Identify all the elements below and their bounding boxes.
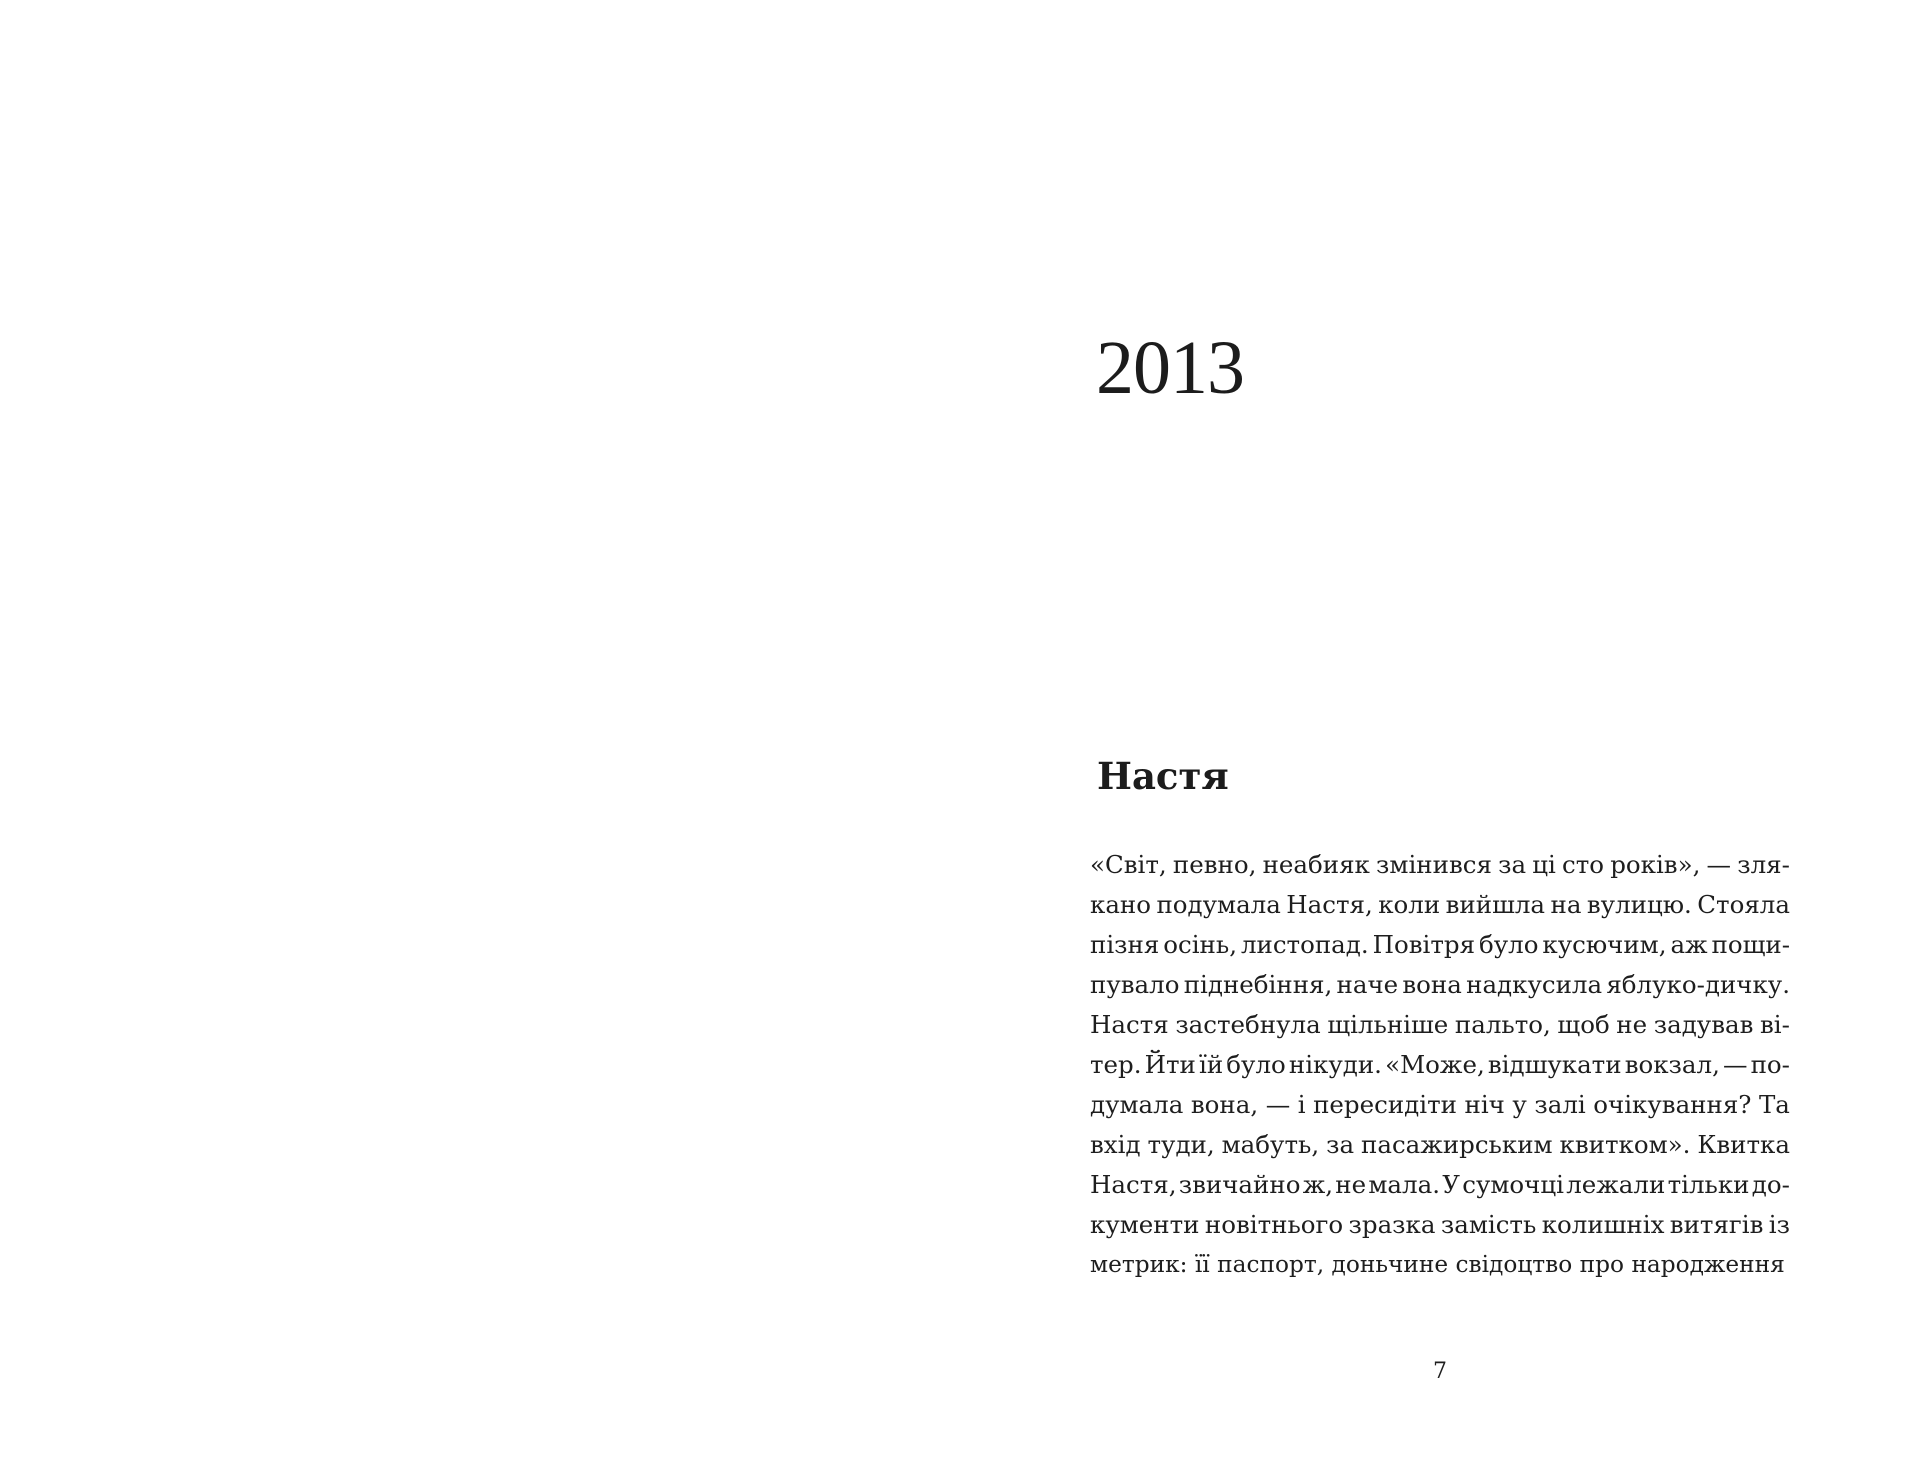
word: Повітря <box>1372 930 1476 959</box>
word: Стояла <box>1697 890 1790 919</box>
word: застебнула <box>1175 1010 1321 1039</box>
word: наче <box>1336 970 1399 999</box>
word: залі <box>1534 1090 1586 1119</box>
word: нікуди. <box>1288 1050 1382 1079</box>
word: вулицю. <box>1586 890 1692 919</box>
word: тільки <box>1667 1170 1750 1199</box>
word: осінь, <box>1163 930 1238 959</box>
word: аж <box>1670 930 1708 959</box>
word: тер. <box>1090 1050 1142 1079</box>
word: певно, <box>1172 850 1257 879</box>
word: — <box>1722 1050 1748 1079</box>
body-line <box>1090 885 1790 925</box>
word: туди, <box>1147 1130 1215 1159</box>
word: щільніше <box>1327 1010 1449 1039</box>
word: «Може, <box>1385 1050 1485 1079</box>
word: років», <box>1610 850 1701 879</box>
word: колишніх <box>1541 1210 1665 1239</box>
right-page <box>960 0 1920 1477</box>
word: надкусила <box>1466 970 1603 999</box>
word: ці <box>1532 850 1556 879</box>
word: задував <box>1653 1010 1754 1039</box>
word: не <box>1335 1170 1367 1199</box>
word: пізня <box>1090 930 1160 959</box>
word: подумала <box>1156 890 1281 919</box>
word: новітнього <box>1204 1210 1344 1239</box>
word: мабуть, <box>1221 1130 1320 1159</box>
body-line <box>1090 1245 1790 1285</box>
word: вона, <box>1190 1090 1259 1119</box>
word: їй <box>1199 1050 1224 1079</box>
word: за <box>1498 850 1527 879</box>
word: — <box>1706 850 1732 879</box>
word: вона <box>1402 970 1462 999</box>
word: і <box>1297 1090 1306 1119</box>
word: по- <box>1750 1050 1790 1079</box>
page-number: 7 <box>1433 1359 1447 1384</box>
word: квитком». <box>1559 1130 1691 1159</box>
body-line <box>1090 1205 1790 1245</box>
word: відшукати <box>1487 1050 1622 1079</box>
word: ж, <box>1302 1170 1334 1199</box>
word: із <box>1768 1210 1790 1239</box>
word: Настя, <box>1090 1170 1177 1199</box>
word: було <box>1226 1050 1286 1079</box>
word: піднебіння, <box>1183 970 1333 999</box>
word: зля- <box>1737 850 1790 879</box>
body-line <box>1090 1005 1790 1045</box>
word: за <box>1326 1130 1355 1159</box>
year-heading: 2013 <box>1096 326 1244 410</box>
body-line <box>1090 965 1790 1005</box>
word: було <box>1478 930 1539 959</box>
word: мала. <box>1368 1170 1440 1199</box>
word: вхід <box>1090 1130 1141 1159</box>
word: коли <box>1378 890 1441 919</box>
word: думала <box>1090 1090 1184 1119</box>
word: сумочці <box>1462 1170 1564 1199</box>
word: доньчине <box>1331 1251 1449 1278</box>
word: у <box>1512 1090 1527 1119</box>
word: пощи- <box>1711 930 1790 959</box>
body-line <box>1090 1045 1790 1085</box>
word: Настя, <box>1286 890 1373 919</box>
word: метрик: <box>1090 1251 1188 1278</box>
word: свідоцтво <box>1455 1251 1573 1278</box>
word: на <box>1550 890 1582 919</box>
word: Настя <box>1090 1010 1169 1039</box>
word: ніч <box>1464 1090 1505 1119</box>
word: листопад. <box>1240 930 1369 959</box>
word: вокзал, <box>1624 1050 1720 1079</box>
word: сто <box>1562 850 1605 879</box>
word: її <box>1194 1251 1210 1278</box>
word: зразка <box>1348 1210 1436 1239</box>
word: Йти <box>1144 1050 1196 1079</box>
word: витягів <box>1669 1210 1764 1239</box>
word: щоб <box>1557 1010 1610 1039</box>
word: народження <box>1631 1251 1785 1278</box>
word: до- <box>1751 1170 1790 1199</box>
word: змінився <box>1376 850 1492 879</box>
word: Та <box>1758 1090 1790 1119</box>
body-line <box>1090 1085 1790 1125</box>
word: ві- <box>1760 1010 1790 1039</box>
word: кусючим, <box>1542 930 1667 959</box>
word: кументи <box>1090 1210 1200 1239</box>
word: пальто, <box>1454 1010 1551 1039</box>
word: кано <box>1090 890 1151 919</box>
word: лежали <box>1566 1170 1666 1199</box>
word: неабияк <box>1262 850 1370 879</box>
word: замість <box>1440 1210 1537 1239</box>
word: пувало <box>1090 970 1180 999</box>
word: паспорт, <box>1217 1251 1325 1278</box>
word: вийшла <box>1445 890 1546 919</box>
word: пасажирським <box>1361 1130 1553 1159</box>
word: «Світ, <box>1090 850 1167 879</box>
word: пересидіти <box>1313 1090 1457 1119</box>
body-line <box>1090 845 1790 885</box>
chapter-title: Настя <box>1097 754 1229 798</box>
word: очікування? <box>1593 1090 1752 1119</box>
body-line <box>1090 1125 1790 1165</box>
word: яблуко-дичку. <box>1606 970 1790 999</box>
word: — <box>1265 1090 1291 1119</box>
word: У <box>1442 1170 1460 1199</box>
word: звичайно <box>1178 1170 1301 1199</box>
word: не <box>1616 1010 1648 1039</box>
body-text <box>1090 845 1790 1285</box>
word: Квитка <box>1697 1130 1790 1159</box>
word: про <box>1579 1251 1625 1278</box>
body-line <box>1090 925 1790 965</box>
body-line <box>1090 1165 1790 1205</box>
